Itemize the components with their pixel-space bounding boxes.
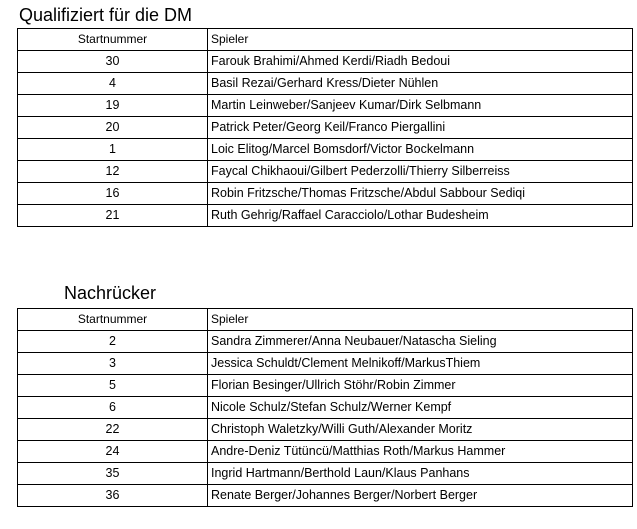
start-number: 5 xyxy=(18,375,208,397)
start-number: 12 xyxy=(18,161,208,183)
player-names: Nicole Schulz/Stefan Schulz/Werner Kempf xyxy=(208,397,633,419)
table-row xyxy=(18,117,633,139)
table-row xyxy=(18,205,633,227)
player-names: Christoph Waletzky/Willi Guth/Alexander Moritz xyxy=(208,419,633,441)
table-row xyxy=(18,375,633,397)
player-names: Faycal Chikhaoui/Gilbert Pederzolli/Thierry Silberreiss xyxy=(208,161,633,183)
start-number: 20 xyxy=(18,117,208,139)
table-row xyxy=(18,51,633,73)
start-number: 36 xyxy=(18,485,208,507)
start-number: 6 xyxy=(18,397,208,419)
player-names: Renate Berger/Johannes Berger/Norbert Berger xyxy=(208,485,633,507)
start-number: 19 xyxy=(18,95,208,117)
start-number: 21 xyxy=(18,205,208,227)
player-names: Andre-Deniz Tütüncü/Matthias Roth/Markus Hammer xyxy=(208,441,633,463)
player-names: Robin Fritzsche/Thomas Fritzsche/Abdul Sabbour Sediqi xyxy=(208,183,633,205)
table-row xyxy=(18,441,633,463)
start-number: 16 xyxy=(18,183,208,205)
start-number: 4 xyxy=(18,73,208,95)
table-row xyxy=(18,353,633,375)
table-row xyxy=(18,397,633,419)
substitutes-title: Nachrücker xyxy=(64,283,157,303)
player-names: Jessica Schuldt/Clement Melnikoff/MarkusThiem xyxy=(208,353,633,375)
player-names: Patrick Peter/Georg Keil/Franco Piergallini xyxy=(208,117,633,139)
table-header-row xyxy=(18,309,633,331)
start-number: 24 xyxy=(18,441,208,463)
table-row xyxy=(18,485,633,507)
player-names: Basil Rezai/Gerhard Kress/Dieter Nühlen xyxy=(208,73,633,95)
table-row xyxy=(18,419,633,441)
start-number: 35 xyxy=(18,463,208,485)
player-names: Sandra Zimmerer/Anna Neubauer/Natascha Sieling xyxy=(208,331,633,353)
table-row xyxy=(18,463,633,485)
column-header-startnummer: Startnummer xyxy=(18,29,208,51)
player-names: Farouk Brahimi/Ahmed Kerdi/Riadh Bedoui xyxy=(208,51,633,73)
table-row xyxy=(18,139,633,161)
table-row xyxy=(18,95,633,117)
table-row xyxy=(18,331,633,353)
start-number: 1 xyxy=(18,139,208,161)
player-names: Ruth Gehrig/Raffael Caracciolo/Lothar Budesheim xyxy=(208,205,633,227)
column-header-spieler: Spieler xyxy=(208,29,633,51)
player-names: Florian Besinger/Ullrich Stöhr/Robin Zimmer xyxy=(208,375,633,397)
table-row xyxy=(18,161,633,183)
column-header-startnummer: Startnummer xyxy=(18,309,208,331)
table-row xyxy=(18,73,633,95)
player-names: Loic Elitog/Marcel Bomsdorf/Victor Bockelmann xyxy=(208,139,633,161)
table-header-row xyxy=(18,29,633,51)
start-number: 2 xyxy=(18,331,208,353)
start-number: 3 xyxy=(18,353,208,375)
column-header-spieler: Spieler xyxy=(208,309,633,331)
substitutes-table xyxy=(17,308,633,507)
start-number: 22 xyxy=(18,419,208,441)
start-number: 30 xyxy=(18,51,208,73)
qualified-table xyxy=(17,28,633,227)
table-row xyxy=(18,183,633,205)
player-names: Ingrid Hartmann/Berthold Laun/Klaus Panhans xyxy=(208,463,633,485)
player-names: Martin Leinweber/Sanjeev Kumar/Dirk Selbmann xyxy=(208,95,633,117)
qualified-title: Qualifiziert für die DM xyxy=(19,5,193,25)
